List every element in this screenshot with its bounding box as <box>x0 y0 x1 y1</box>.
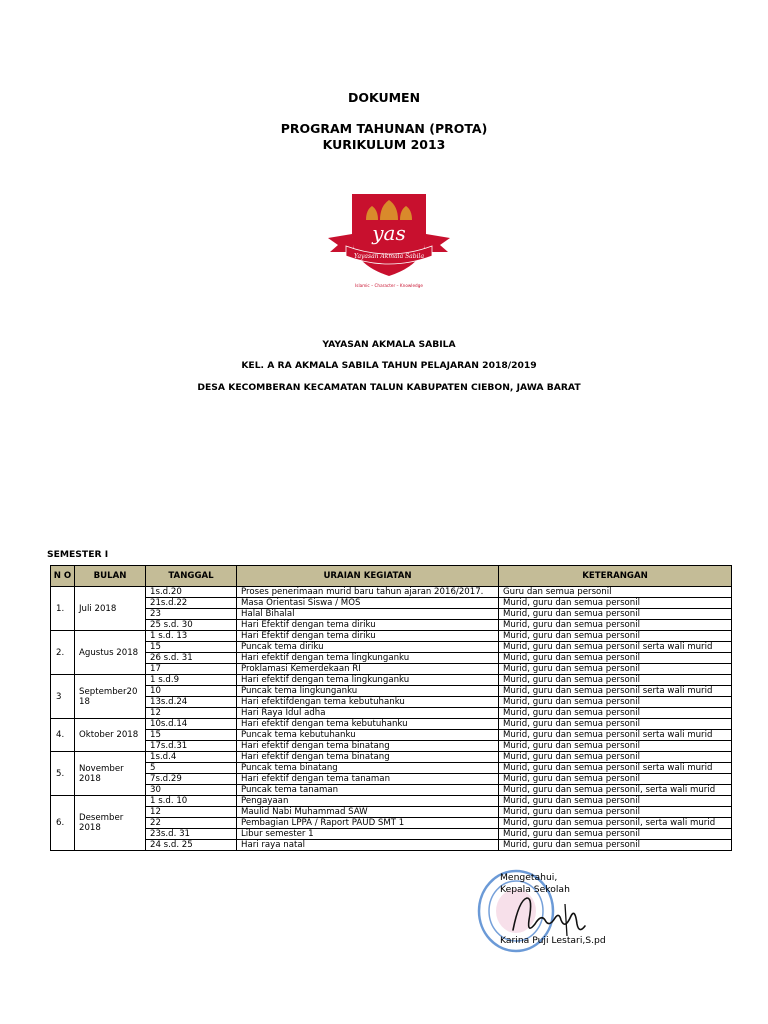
uraian-cell: Hari efektif dengan tema lingkunganku <box>237 653 499 664</box>
keterangan-cell: Murid, guru dan semua personil <box>499 664 732 675</box>
uraian-cell: Libur semester 1 <box>237 829 499 840</box>
tanggal-cell: 1 s.d. 10 <box>146 796 237 807</box>
table-row <box>51 807 732 818</box>
logo-text: yas <box>372 221 406 245</box>
tanggal-cell: 10 <box>146 686 237 697</box>
signature-name: Karina Puji Lestari,S.pd <box>500 935 606 946</box>
keterangan-cell: Murid, guru dan semua personil <box>499 829 732 840</box>
keterangan-cell: Murid, guru dan semua personil <box>499 840 732 851</box>
col-header-no: N O <box>51 566 75 587</box>
tanggal-cell: 12 <box>146 708 237 719</box>
table-row <box>51 708 732 719</box>
uraian-cell: Masa Orientasi Siswa / MOS <box>237 598 499 609</box>
col-header-tanggal: TANGGAL <box>146 566 237 587</box>
tanggal-cell: 15 <box>146 730 237 741</box>
keterangan-cell: Murid, guru dan semua personil <box>499 807 732 818</box>
uraian-cell: Puncak tema diriku <box>237 642 499 653</box>
keterangan-cell: Murid, guru dan semua personil <box>499 609 732 620</box>
table-row <box>51 719 732 730</box>
tanggal-cell: 25 s.d. 30 <box>146 620 237 631</box>
logo-tagline: Islamic – Character – Knowledge <box>355 283 423 288</box>
keterangan-cell: Murid, guru dan semua personil <box>499 752 732 763</box>
tanggal-cell: 1s.d.20 <box>146 587 237 598</box>
keterangan-cell: Murid, guru dan semua personil <box>499 741 732 752</box>
signature-scribble <box>505 890 590 938</box>
table-row <box>51 631 732 642</box>
institution-class-year: KEL. A RA AKMALA SABILA TAHUN PELAJARAN 2018/2019 <box>241 360 537 371</box>
uraian-cell: Hari efektif dengan tema tanaman <box>237 774 499 785</box>
keterangan-cell: Murid, guru dan semua personil, serta wali murid <box>499 785 732 796</box>
table-row <box>51 664 732 675</box>
table-row <box>51 587 732 598</box>
keterangan-cell: Murid, guru dan semua personil <box>499 675 732 686</box>
month-name: November 2018 <box>75 752 146 796</box>
semester-label: SEMESTER I <box>47 549 109 560</box>
table-row <box>51 840 732 851</box>
logo-banner-text: Yayasan Akmala Sabila <box>353 253 425 260</box>
table-header-row <box>51 566 732 587</box>
tanggal-cell: 23 <box>146 609 237 620</box>
tanggal-cell: 1s.d.4 <box>146 752 237 763</box>
keterangan-cell: Murid, guru dan semua personil <box>499 719 732 730</box>
keterangan-cell: Murid, guru dan semua personil serta wali murid <box>499 686 732 697</box>
table-row <box>51 785 732 796</box>
uraian-cell: Puncak tema binatang <box>237 763 499 774</box>
keterangan-cell: Murid, guru dan semua personil serta wali murid <box>499 730 732 741</box>
month-no: 3 <box>51 675 75 719</box>
tanggal-cell: 13s.d.24 <box>146 697 237 708</box>
yas-logo <box>324 190 454 290</box>
tanggal-cell: 26 s.d. 31 <box>146 653 237 664</box>
keterangan-cell: Murid, guru dan semua personil <box>499 708 732 719</box>
month-name: Juli 2018 <box>75 587 146 631</box>
table-row <box>51 675 732 686</box>
institution-address: DESA KECOMBERAN KECAMATAN TALUN KABUPATEN CIEBON, JAWA BARAT <box>197 382 581 393</box>
table-row <box>51 763 732 774</box>
tanggal-cell: 23s.d. 31 <box>146 829 237 840</box>
uraian-cell: Hari efektif dengan tema binatang <box>237 752 499 763</box>
table-row <box>51 598 732 609</box>
tanggal-cell: 5 <box>146 763 237 774</box>
uraian-cell: Hari Efektif dengan tema diriku <box>237 620 499 631</box>
uraian-cell: Hari raya natal <box>237 840 499 851</box>
month-name: September2018 <box>75 675 146 719</box>
table-row <box>51 796 732 807</box>
month-no: 1. <box>51 587 75 631</box>
uraian-cell: Hari efektif dengan tema kebutuhanku <box>237 719 499 730</box>
tanggal-cell: 22 <box>146 818 237 829</box>
uraian-cell: Proklamasi Kemerdekaan RI <box>237 664 499 675</box>
tanggal-cell: 12 <box>146 807 237 818</box>
tanggal-cell: 7s.d.29 <box>146 774 237 785</box>
table-row <box>51 752 732 763</box>
col-header-uraian: URAIAN KEGIATAN <box>237 566 499 587</box>
keterangan-cell: Murid, guru dan semua personil <box>499 620 732 631</box>
keterangan-cell: Murid, guru dan semua personil <box>499 598 732 609</box>
month-name: Agustus 2018 <box>75 631 146 675</box>
table-row <box>51 741 732 752</box>
keterangan-cell: Murid, guru dan semua personil <box>499 631 732 642</box>
table-row <box>51 774 732 785</box>
uraian-cell: Hari Raya Idul adha <box>237 708 499 719</box>
uraian-cell: Hari Efektif dengan tema diriku <box>237 631 499 642</box>
uraian-cell: Hari efektifdengan tema kebutuhanku <box>237 697 499 708</box>
table-row <box>51 620 732 631</box>
signature-role: Kepala Sekolah <box>500 884 570 895</box>
month-no: 5. <box>51 752 75 796</box>
tanggal-cell: 17 <box>146 664 237 675</box>
month-name: Desember 2018 <box>75 796 146 851</box>
uraian-cell: Puncak tema tanaman <box>237 785 499 796</box>
table-row <box>51 697 732 708</box>
tanggal-cell: 30 <box>146 785 237 796</box>
keterangan-cell: Guru dan semua personil <box>499 587 732 598</box>
tanggal-cell: 1 s.d. 13 <box>146 631 237 642</box>
uraian-cell: Hari efektif dengan tema binatang <box>237 741 499 752</box>
institution-name: YAYASAN AKMALA SABILA <box>322 339 456 350</box>
uraian-cell: Pengayaan <box>237 796 499 807</box>
uraian-cell: Puncak tema lingkunganku <box>237 686 499 697</box>
col-header-keterangan: KETERANGAN <box>499 566 732 587</box>
tanggal-cell: 1 s.d.9 <box>146 675 237 686</box>
tanggal-cell: 21s.d.22 <box>146 598 237 609</box>
table-row <box>51 642 732 653</box>
keterangan-cell: Murid, guru dan semua personil <box>499 774 732 785</box>
table-row <box>51 829 732 840</box>
tanggal-cell: 15 <box>146 642 237 653</box>
document-label: DOKUMEN <box>347 90 421 105</box>
prota-table <box>50 565 732 851</box>
keterangan-cell: Murid, guru dan semua personil serta wali murid <box>499 763 732 774</box>
tanggal-cell: 24 s.d. 25 <box>146 840 237 851</box>
tanggal-cell: 10s.d.14 <box>146 719 237 730</box>
month-name: Oktober 2018 <box>75 719 146 752</box>
uraian-cell: Hari efektif dengan tema lingkunganku <box>237 675 499 686</box>
uraian-cell: Maulid Nabi Muhammad SAW <box>237 807 499 818</box>
curriculum-title: KURIKULUM 2013 <box>322 137 446 152</box>
month-no: 2. <box>51 631 75 675</box>
table-row <box>51 653 732 664</box>
signature-mengetahui: Mengetahui, <box>500 872 558 883</box>
table-row <box>51 730 732 741</box>
table-row <box>51 818 732 829</box>
tanggal-cell: 17s.d.31 <box>146 741 237 752</box>
uraian-cell: Proses penerimaan murid baru tahun ajaran 2016/2017. <box>237 587 499 598</box>
program-title: PROGRAM TAHUNAN (PROTA) <box>280 121 488 136</box>
month-no: 4. <box>51 719 75 752</box>
col-header-bulan: BULAN <box>75 566 146 587</box>
uraian-cell: Pembagian LPPA / Raport PAUD SMT 1 <box>237 818 499 829</box>
keterangan-cell: Murid, guru dan semua personil <box>499 796 732 807</box>
uraian-cell: Puncak tema kebutuhanku <box>237 730 499 741</box>
keterangan-cell: Murid, guru dan semua personil, serta wali murid <box>499 818 732 829</box>
keterangan-cell: Murid, guru dan semua personil serta wali murid <box>499 642 732 653</box>
uraian-cell: Halal Bihalal <box>237 609 499 620</box>
table-row <box>51 686 732 697</box>
keterangan-cell: Murid, guru dan semua personil <box>499 697 732 708</box>
keterangan-cell: Murid, guru dan semua personil <box>499 653 732 664</box>
month-no: 6. <box>51 796 75 851</box>
table-row <box>51 609 732 620</box>
